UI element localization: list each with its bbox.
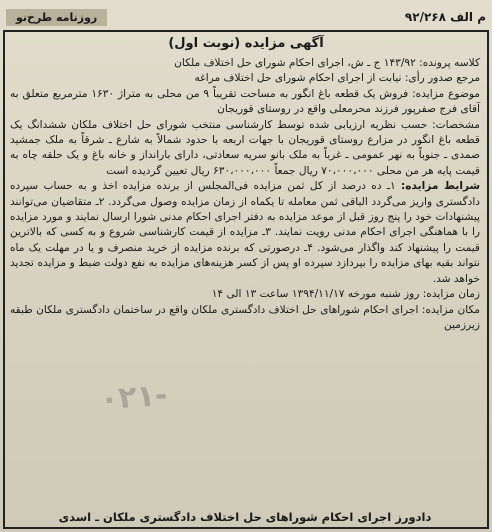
- auction-time: زمان مزایده: روز شنبه مورخه ۱۳۹۴/۱۱/۱۷ ساعت ۱۳ الی ۱۴: [211, 288, 480, 301]
- auction-place: مکان مزایده: اجرای احکام شوراهای حل اختلاف دادگستری ملکان واقع در ساختمان دادگستری ملکان طبقه زیرزمین: [10, 303, 480, 331]
- ad-body: [10, 56, 480, 333]
- authority-line: مرجع صدور رأی: نیابت از اجرای احکام شورای حل اختلاف مراغه: [194, 72, 480, 85]
- phone-watermark: ۰۲۱-: [98, 377, 169, 418]
- case-file-line: کلاسه پرونده: ۱۴۳/۹۲ ج ـ ش، اجرای احکام شورای حل اختلاف ملکان: [174, 57, 480, 69]
- clipping-header: [6, 4, 486, 30]
- ad-code: م الف ۹۲/۲۶۸: [404, 10, 486, 24]
- newspaper-name: روزنامه طرح‌نو: [6, 9, 107, 26]
- specs-paragraph: مشخصات: حسب نظریه ارزیابی شده توسط کارشناسی منتخب شورای حل اختلاف ملکان ششدانگ یک قطعه باغ انگور در مزارع روستای قوریجان با جهات اربعه با حدود شمالاً به شارع ـ شرقاً به ملک جمشید صمدی ـ جنوباً به نهر عمومی ـ غرباً به ملک بانو سریه سعادتی، دارای بارانداز و خانه باغ و یک حلقه چاه به قیمت پایه هر من محلی ۷۰،۰۰۰،۰۰۰ ریال جمعاً ۶۳۰،۰۰۰،۰۰۰ ریال تعیین گردیده است: [10, 118, 480, 177]
- ad-title: آگهی مزایده (نوبت اول): [168, 36, 324, 51]
- signature-line: دادورز اجرای احکام شوراهای حل اختلاف دادگستری ملکان ـ اسدی: [58, 510, 432, 524]
- subject-paragraph: موضوع مزایده: فروش یک قطعه باغ انگور به مساحت تقریباً ۹ من محلی به متراژ ۱۶۳۰ مترمربع متعلق به آقای فرج صفرپور فرزند محرمعلی واقع در روستای قوریجان: [10, 87, 480, 116]
- conditions-text: ۱ـ ده درصد از کل ثمن مزایده فی‌المجلس از برنده مزایده اخذ و به حساب سپرده دادگستری واریز می‌گردد الباقی ثمن معامله تا یکماه از زمان مزایده وصول می‌گردد. ۲ـ متقاضیان می‌توانند پیشنهادات خود را پنج روز قبل از موعد مزایده به دفتر اجرای احکام مدنی شورا ارسال نمایند و مورد مزایده را با هماهنگی اجرای احکام مدنی رویت نمایند. ۳ـ مزایده از قیمت کارشناسی شروع و به کسی که بالاترین قیمت را پیشنهاد کند واگذار می‌شود. ۴ـ درصورتی که برنده مزایده از خرید منصرف و یا در مهلت یک ماه نتواند بقیه بهای مزایده را بپردازد سپرده او پس از کسر هزینه‌های مزایده به نفع دولت ضبط و مزایده تجدید خواهد شد.: [10, 180, 481, 285]
- conditions-paragraph: [10, 179, 480, 287]
- conditions-label: شرایط مزایده:: [401, 180, 480, 193]
